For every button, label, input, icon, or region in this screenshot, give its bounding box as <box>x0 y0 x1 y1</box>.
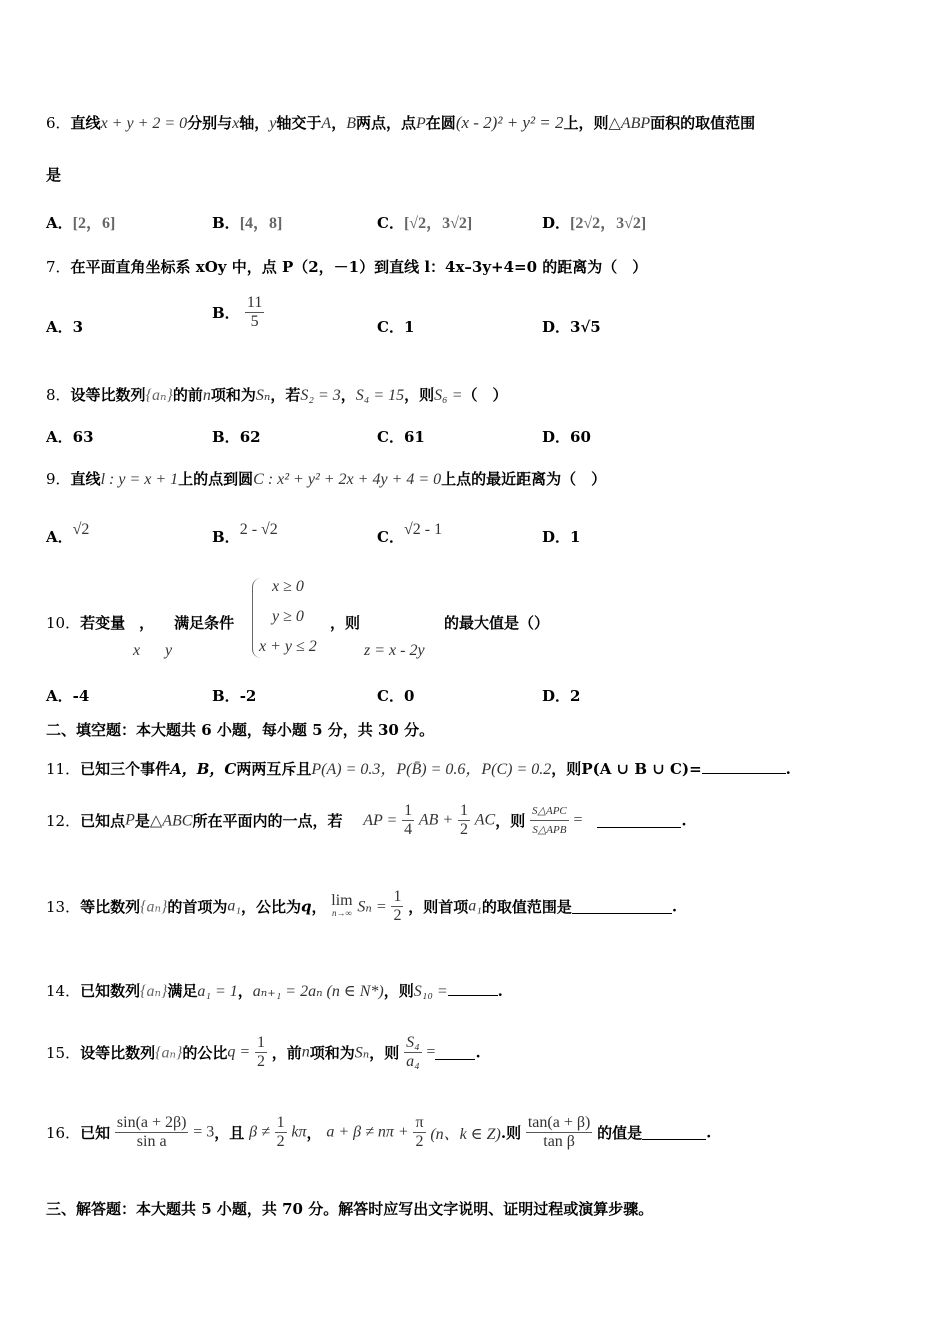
q10-tail: 的最大值是（） <box>444 614 550 632</box>
q11-line: 11．已知三个事件A，B，C两两互斥且P(A) = 0.3，P(B̄) = 0.6，P(C) = 0.2，则P(A ∪ B ∪ C)= . <box>46 760 791 778</box>
q12-line: 12．已知点P是△ABC所在平面内的一点，若 AP = $\frac{1}{4}$ AB + $\frac{1}{2}$ AC，则 $\frac{\text{S△APC}}{\text{S△APB}}$ = . <box>46 802 687 838</box>
q7-option-d[interactable]: D．3√5 <box>542 318 601 336</box>
q6-option-b[interactable]: B．[4，8] <box>212 214 283 232</box>
q7-option-a[interactable]: A．3 <box>46 318 84 336</box>
q9-option-d[interactable]: D．1 <box>542 528 581 546</box>
q10-var-y: y <box>165 642 173 659</box>
answer-blank[interactable] <box>435 1045 475 1060</box>
answer-blank[interactable] <box>448 981 498 996</box>
q8-option-d[interactable]: D．60 <box>542 428 591 446</box>
ratio: $\frac{\text{S₄}}{\text{a₄}}$ <box>406 1034 420 1070</box>
q6-option-d[interactable]: D．[2√2，3√2] <box>542 214 647 232</box>
q15-line: 15．设等比数列{aₙ}的公比q = $\frac{1}{2}$ ，前n项和为Sₙ，则 $\frac{\text{S₄}}{\text{a₄}}$ = . <box>46 1034 481 1070</box>
fraction: $\frac{1}{2}$ <box>256 1034 265 1070</box>
answer-blank[interactable] <box>702 759 786 774</box>
q10-option-d[interactable]: D．2 <box>542 687 581 705</box>
section-heading-fill-in: 二、填空题：本大题共 6 小题，每小题 5 分，共 30 分。 <box>46 721 435 739</box>
area-ratio: $\frac{\text{S△APC}}{\text{S△APB}}$ <box>530 802 569 839</box>
q6-option-a[interactable]: A．[2，6] <box>46 214 116 232</box>
q9-option-b[interactable]: B．2 - √2 <box>212 521 278 546</box>
q8-option-a[interactable]: A．63 <box>46 428 94 446</box>
q8-option-b[interactable]: B．62 <box>212 428 261 446</box>
q9-option-a[interactable]: A．√2 <box>46 521 90 546</box>
q8-line: 8．设等比数列{aₙ}的前n项和为Sₙ，若S₂ = 3，S₄ = 15，则S₆ =（ ） <box>46 386 508 404</box>
q10-option-a[interactable]: A．-4 <box>46 687 90 705</box>
q6-number: 6． <box>46 114 71 132</box>
q10-option-b[interactable]: B．-2 <box>212 687 257 705</box>
fraction: $\frac{11}{5}$ <box>246 294 263 330</box>
q13-line: 13．等比数列{aₙ}的首项为a₁，公比为q， lim n→∞ Sₙ = $\frac{1}{2}$ ，则首项a₁的取值范围是 . <box>46 888 678 924</box>
fraction: $\frac{1}{2}$ <box>459 802 468 838</box>
fraction: $\frac{\tan(a + \beta)}{\text{tan β}}$ <box>527 1114 591 1150</box>
q7-option-b[interactable]: B． $\frac{11}{5}$ <box>212 294 263 330</box>
q10-objective: z = x - 2y <box>364 642 425 659</box>
q10-then: ，则 <box>330 614 361 632</box>
limit: lim n→∞ <box>331 891 353 918</box>
q6-line2: 是 <box>46 166 62 184</box>
q6-line1: 6．直线x + y + 2 = 0分别与x轴，y轴交于A，B两点，点P在圆(x - 2)² + y² = 2上，则△ABP面积的取值范围 <box>46 113 756 132</box>
q9-line: 9．直线l : y = x + 1上的点到圆C : x² + y² + 2x + 4y + 4 = 0上点的最近距离为（ ） <box>46 470 607 488</box>
q16-line: 16．已知 $\frac{\sin(a + 2\beta)}{\text{sin a}}$ = 3，且 β ≠ $\frac{1}{2}$ kπ， a + β ≠ nπ + $\frac{\pi}{2}$ (n、k ∈ Z).则 $\frac{\tan(a + \beta)}{\text{tan β}}$ 的值是 . <box>46 1114 712 1150</box>
fraction: $\frac{1}{4}$ <box>404 802 413 838</box>
answer-blank[interactable] <box>642 1125 706 1140</box>
q10-constraint-3: x + y ≤ 2 <box>259 638 317 655</box>
q7-option-c[interactable]: C．1 <box>377 318 415 336</box>
q14-line: 14．已知数列{aₙ}满足a₁ = 1，aₙ₊₁ = 2aₙ (n ∈ N*)，则S₁₀ = . <box>46 982 503 1000</box>
q10-constraint-2: y ≥ 0 <box>272 608 304 625</box>
q10-var-x: x <box>133 642 141 659</box>
fraction: $\frac{1}{2}$ <box>276 1114 285 1150</box>
fraction: $\frac{\pi}{2}$ <box>415 1114 424 1150</box>
q8-option-c[interactable]: C．61 <box>377 428 425 446</box>
q6-option-c[interactable]: C．[√2，3√2] <box>377 214 473 232</box>
q10-line: 10．若变量 ， 满足条件 <box>46 614 235 632</box>
answer-blank[interactable] <box>572 899 672 914</box>
q10-constraint-1: x ≥ 0 <box>272 578 304 595</box>
fraction: $\frac{\sin(a + 2\beta)}{\text{sin a}}$ <box>116 1114 187 1150</box>
q10-option-c[interactable]: C．0 <box>377 687 415 705</box>
section-heading-solutions: 三、解答题：本大题共 5 小题，共 70 分。解答时应写出文字说明、证明过程或演算步骤。 <box>46 1200 654 1218</box>
q9-option-c[interactable]: C．√2 - 1 <box>377 521 443 546</box>
q7-line: 7．在平面直角坐标系 xOy 中，点 P（2，－1）到直线 l：4x–3y+4=0 的距离为（ ） <box>46 258 648 276</box>
fraction: $\frac{1}{2}$ <box>393 888 402 924</box>
answer-blank[interactable] <box>597 813 681 828</box>
